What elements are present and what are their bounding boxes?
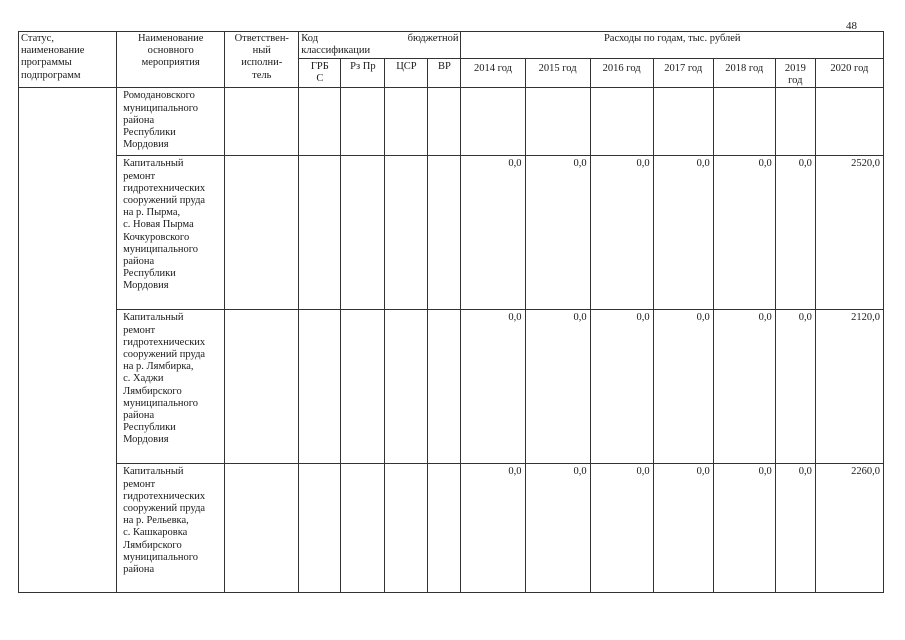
status-cell: [19, 88, 117, 593]
responsible-cell: [225, 464, 299, 593]
event-name-cell: Капитальный ремонт гидротехнических сооружений пруда на р. Пырма, с. Новая Пырма Кочкуровского муниципального района Республики Мордовия: [117, 156, 225, 310]
header-responsible: [225, 32, 299, 88]
csr-cell: [385, 464, 428, 593]
header-status-text: Статус, наименование программы подпрограмм: [21, 33, 85, 81]
event-name-cell: Капитальный ремонт гидротехнических сооружений пруда на р. Рельевка, с. Кашкаровка Лямбирского муниципального района: [117, 464, 225, 593]
header-csr: [385, 59, 428, 88]
grbs-cell: [299, 88, 341, 156]
table-row: [19, 464, 884, 593]
value-2014: 0,0: [461, 156, 525, 310]
header-code-word3: классификации: [301, 45, 371, 57]
rzpr-cell: [341, 310, 385, 464]
header-code-word2: бюджетной: [407, 33, 459, 44]
vr-cell: [428, 310, 461, 464]
header-year-2014-text: 2014 год: [474, 63, 512, 74]
budget-table: [18, 31, 884, 593]
value-2020: 2260,0: [815, 464, 883, 593]
value-2020: 2120,0: [815, 310, 883, 464]
header-budget-code: [299, 32, 461, 59]
value-2016: 0,0: [590, 310, 653, 464]
header-year-2017: [653, 59, 713, 88]
value-2015: [525, 88, 590, 156]
page-number: 48: [846, 20, 857, 32]
value-2016: 0,0: [590, 156, 653, 310]
header-year-2016-text: 2016 год: [602, 63, 641, 74]
vr-cell: [428, 156, 461, 310]
header-csr-text: ЦСР: [396, 61, 417, 72]
responsible-cell: [225, 156, 299, 310]
header-year-2020-text: 2020 год: [830, 63, 869, 74]
table-row: [19, 156, 884, 310]
header-event-name-text: Наименование основного мероприятия: [137, 33, 204, 69]
value-2017: [653, 88, 713, 156]
value-2015: 0,0: [525, 156, 590, 310]
value-2018: 0,0: [713, 310, 775, 464]
value-2020: 2520,0: [815, 156, 883, 310]
grbs-cell: [299, 156, 341, 310]
value-2020: [815, 88, 883, 156]
value-2018: 0,0: [713, 156, 775, 310]
value-2014: 0,0: [461, 310, 525, 464]
rzpr-cell: [341, 464, 385, 593]
value-2014: 0,0: [461, 464, 525, 593]
value-2015: 0,0: [525, 310, 590, 464]
header-vr-text: ВР: [438, 61, 451, 72]
header-grbs: [299, 59, 341, 88]
header-grbs-text: ГРБ С: [310, 61, 329, 85]
value-2019: [775, 88, 815, 156]
header-year-2014: [461, 59, 525, 88]
header-year-2015-text: 2015 год: [538, 63, 577, 74]
header-year-2018: [713, 59, 775, 88]
responsible-cell: [225, 310, 299, 464]
header-expenses: [461, 32, 884, 59]
event-name-cell: Ромодановского муниципального района Республики Мордовия: [117, 88, 225, 156]
grbs-cell: [299, 310, 341, 464]
value-2018: [713, 88, 775, 156]
table-row: [19, 88, 884, 156]
value-2019: 0,0: [775, 464, 815, 593]
header-code-word1: Код: [301, 33, 319, 44]
csr-cell: [385, 88, 428, 156]
value-2019: 0,0: [775, 310, 815, 464]
header-rzpr: [341, 59, 385, 88]
value-2016: 0,0: [590, 464, 653, 593]
value-2015: 0,0: [525, 464, 590, 593]
header-row-1: [19, 32, 884, 59]
responsible-cell: [225, 88, 299, 156]
vr-cell: [428, 464, 461, 593]
header-year-2020: [815, 59, 883, 88]
value-2017: 0,0: [653, 310, 713, 464]
header-year-2015: [525, 59, 590, 88]
header-year-2018-text: 2018 год: [725, 63, 764, 74]
header-vr: [428, 59, 461, 88]
header-year-2017-text: 2017 год: [664, 63, 703, 74]
header-year-2019-text: 2019 год: [784, 63, 806, 87]
header-responsible-text: Ответствен- ный исполни- тель: [234, 33, 289, 81]
event-name-cell: Капитальный ремонт гидротехнических сооружений пруда на р. Лямбирка, с. Хаджи Лямбирского муниципального района Республики Мордовия: [117, 310, 225, 464]
value-2014: [461, 88, 525, 156]
header-expenses-text: Расходы по годам, тыс. рублей: [603, 33, 741, 44]
csr-cell: [385, 310, 428, 464]
value-2016: [590, 88, 653, 156]
value-2018: 0,0: [713, 464, 775, 593]
rzpr-cell: [341, 88, 385, 156]
header-event-name: [117, 32, 225, 88]
header-year-2019: [775, 59, 815, 88]
header-rzpr-text: Рз Пр: [350, 61, 376, 72]
csr-cell: [385, 156, 428, 310]
value-2017: 0,0: [653, 464, 713, 593]
vr-cell: [428, 88, 461, 156]
rzpr-cell: [341, 156, 385, 310]
header-year-2016: [590, 59, 653, 88]
value-2019: 0,0: [775, 156, 815, 310]
value-2017: 0,0: [653, 156, 713, 310]
table-row: [19, 310, 884, 464]
grbs-cell: [299, 464, 341, 593]
header-status: [19, 32, 117, 88]
